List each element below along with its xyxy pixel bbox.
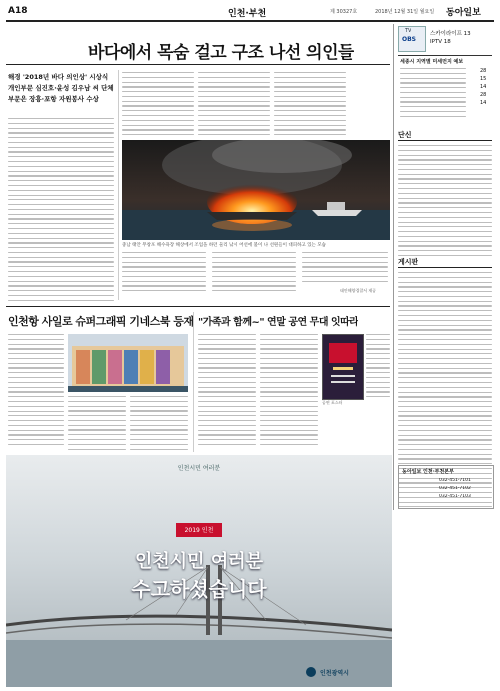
main-story-body-col7 [302, 252, 388, 285]
weather-value: 14 [480, 100, 487, 106]
concert-headline: "가족과 함께~" 연말 공연 무대 잇따라 [198, 317, 359, 328]
obs-logo: TV OBS [398, 26, 426, 52]
silo-graphic-photo [68, 334, 188, 392]
silo-headline: 인천항 사일로 슈퍼그래픽 기네스북 등재 [8, 315, 194, 328]
weather-value: 15 [480, 76, 487, 82]
main-story-body-col6 [212, 252, 296, 295]
main-story-body-col1 [8, 118, 114, 304]
main-story-body-col2 [122, 72, 194, 139]
poster-caption: 공연 포스터 [322, 400, 343, 405]
notice-label: 게시판 [398, 258, 419, 266]
contact-line: 032-451-7103 [439, 494, 471, 499]
main-headline: 바다에서 목숨 걸고 구조 나선 의인들 [88, 43, 354, 63]
silo-body-col3 [130, 396, 188, 453]
headline-rule [6, 64, 390, 65]
incheon-logo-icon [306, 667, 316, 677]
sidebar-divider [393, 24, 394, 510]
ad-headline-1: 인천시민 여러분 [135, 551, 263, 572]
contact-line: 032-451-7101 [439, 478, 471, 483]
silo-body-col2 [68, 396, 126, 453]
weather-title: 세종시 지역별 미세먼지 예보 [400, 59, 464, 65]
column-divider [118, 70, 119, 300]
paper-name: 동아일보 [446, 8, 481, 18]
contact-line: 032-451-7102 [439, 486, 471, 491]
issue-date: 2018년 12월 31일 월요일 [375, 9, 435, 15]
brief-news-text [398, 145, 492, 260]
main-story-body-col5 [122, 252, 206, 295]
main-subhead: 해경 '2018년 바다 의인상' 시상식 개인부문 심진호·윤성 김우남 씨 단체부문은 장흥·포항 자원봉사 수상 [8, 73, 114, 103]
ad-tagline: 인천시민 여러분 [177, 465, 221, 472]
fire-boat-photo [122, 140, 390, 240]
page-number: A18 [8, 6, 28, 16]
concert-body-col1 [198, 334, 256, 449]
tv-guide [398, 26, 492, 52]
ad-sponsor-logo: 인천광역시 [306, 665, 388, 681]
concert-body-col2 [260, 334, 318, 449]
photo-caption: 충남 태안 무창포 해수욕장 해상에서 조업을 하던 둘리 낚시 어선에 불이 나 선원들이 대피하고 있는 모습 [122, 243, 327, 248]
edition-info: 제 30327호 [330, 9, 358, 15]
bottom-section-rule [6, 306, 390, 307]
photo-credit: 태안해양경찰서 제공 [340, 288, 377, 293]
contact-box [398, 465, 494, 509]
main-story-body-col4 [274, 72, 346, 139]
section-name: 인천·부천 [228, 9, 267, 19]
contact-title: 동아일보 인천·부천본부 [402, 469, 454, 475]
weather-value: 28 [480, 92, 487, 98]
weather-value: 14 [480, 84, 487, 90]
weather-box [398, 55, 492, 126]
main-story-body-col3 [198, 72, 270, 139]
sidebar-section-label: 단신 [398, 131, 412, 139]
concert-body-col3 [366, 334, 390, 401]
ad-badge: 2019 인천 [176, 523, 222, 537]
concert-poster [322, 334, 364, 400]
ad-headline-2: 수고하셨습니다 [131, 577, 267, 601]
silo-body-col1 [8, 334, 64, 449]
tv-row-1: 스카이라이프 13 [430, 31, 471, 37]
header-rule [6, 20, 494, 22]
advertisement-banner [6, 455, 392, 687]
weather-value: 28 [480, 68, 487, 74]
tv-row-2: IPTV 18 [430, 39, 451, 45]
